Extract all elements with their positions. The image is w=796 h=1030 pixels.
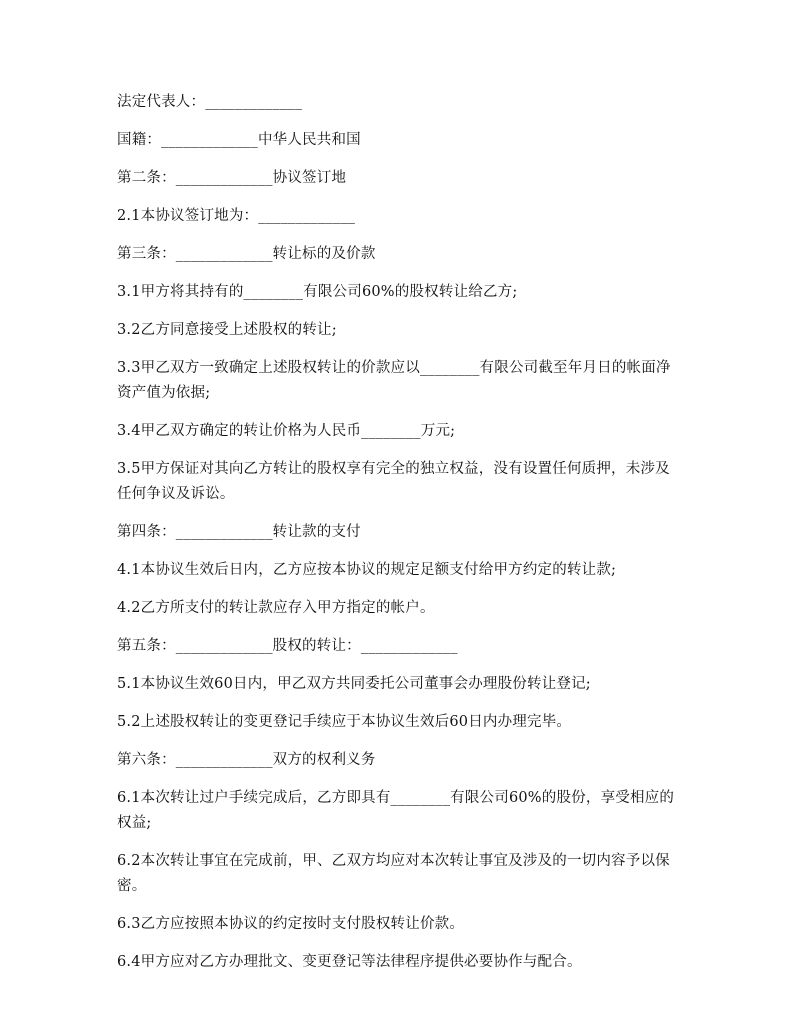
clause-4-2: 4.2乙方所支付的转让款应存入甲方指定的帐户。 [117, 600, 435, 616]
article-5-heading: 第五条：_____________股权的转让：_____________ [117, 638, 458, 654]
nationality-line: 国籍：_____________中华人民共和国 [117, 132, 361, 148]
clause-6-2: 6.2本次转让事宜在完成前，甲、乙双方均应对本次转让事宜及涉及的一切内容予以保密。 [117, 853, 670, 894]
clause-3-3: 3.3甲乙双方一致确定上述股权转让的价款应以________有限公司截至年月日的帐面净资产值为依据; [117, 360, 671, 401]
clause-4-1: 4.1本协议生效后日内，乙方应按本协议的规定足额支付给甲方约定的转让款; [117, 562, 617, 578]
legal-representative-line: 法定代表人：_____________ [117, 94, 303, 110]
article-3-heading: 第三条：_____________转让标的及价款 [117, 246, 376, 262]
clause-3-1: 3.1甲方将其持有的________有限公司60%的股权转让给乙方; [117, 284, 518, 300]
clause-2-1: 2.1本协议签订地为：_____________ [117, 208, 356, 224]
document-body [117, 90, 679, 988]
clause-6-3: 6.3乙方应按照本协议的约定按时支付股权转让价款。 [117, 916, 465, 932]
article-2-heading: 第二条：_____________协议签订地 [117, 170, 347, 186]
clause-6-4: 6.4甲方应对乙方办理批文、变更登记等法律程序提供必要协作与配合。 [117, 954, 582, 970]
article-4-heading: 第四条：_____________转让款的支付 [117, 524, 361, 540]
clause-5-2: 5.2上述股权转让的变更登记手续应于本协议生效后60日内办理完毕。 [117, 714, 572, 730]
clause-6-1: 6.1本次转让过户手续完成后，乙方即具有________有限公司60%的股份，享受相应的权益; [117, 790, 675, 831]
clause-3-2: 3.2乙方同意接受上述股权的转让; [117, 322, 337, 338]
clause-5-1: 5.1本协议生效60日内，甲乙双方共同委托公司董事会办理股份转让登记; [117, 676, 591, 692]
clause-3-4: 3.4甲乙双方确定的转让价格为人民币________万元; [117, 423, 456, 439]
clause-3-5: 3.5甲方保证对其向乙方转让的股权享有完全的独立权益，没有设置任何质押，未涉及任何争议及诉讼。 [117, 461, 670, 502]
article-6-heading: 第六条：_____________双方的权利义务 [117, 752, 376, 768]
